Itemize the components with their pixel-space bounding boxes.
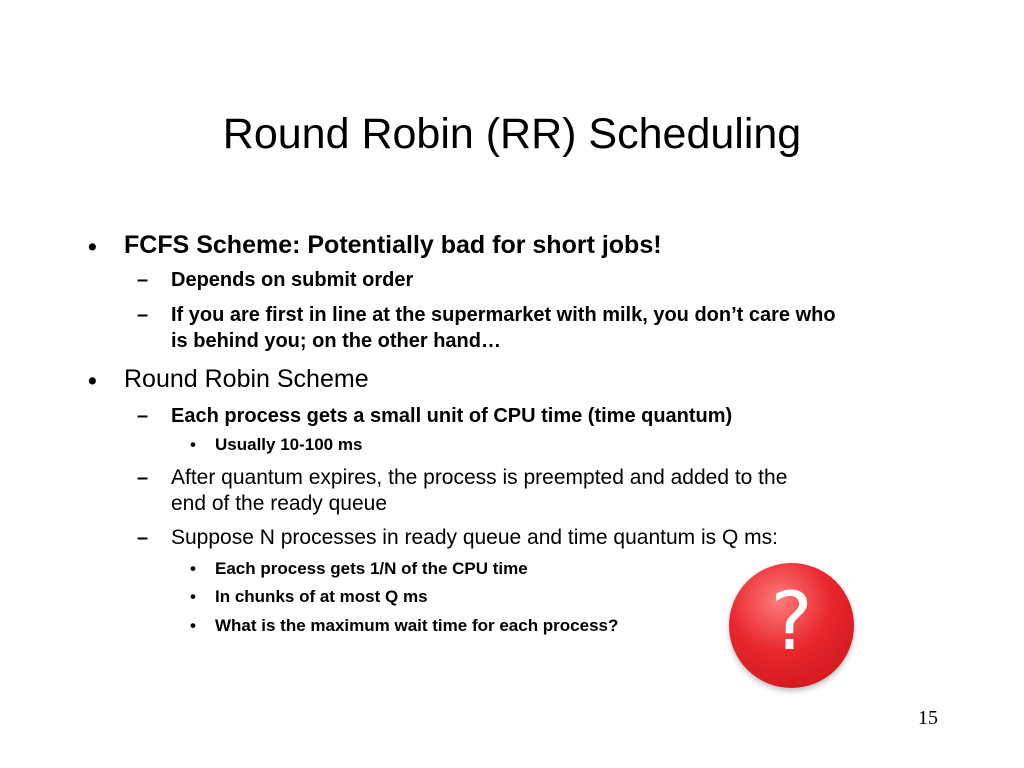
sub-bullet-supermarket-line1: If you are first in line at the supermarket with milk, you don’t care who	[171, 304, 836, 326]
sub-bullet-submit-order: Depends on submit order	[171, 269, 414, 291]
dash-marker: –	[137, 269, 149, 291]
question-mark-icon	[729, 563, 854, 688]
sub-bullet-time-quantum: Each process gets a small unit of CPU time (time quantum)	[171, 405, 733, 427]
question-mark-glyph: ?	[770, 575, 813, 668]
bullet-marker: •	[88, 233, 97, 261]
page-number: 15	[918, 707, 938, 729]
sub-sub-bullet-max-wait: What is the maximum wait time for each process?	[215, 616, 619, 635]
slide-title: Round Robin (RR) Scheduling	[222, 110, 802, 158]
bullet-fcfs-scheme: FCFS Scheme: Potentially bad for short jobs!	[124, 231, 662, 259]
sub-bullet-suppose-n: Suppose N processes in ready queue and time quantum is Q ms:	[171, 526, 778, 549]
dash-marker: –	[137, 304, 149, 326]
sub-sub-bullet-usually: Usually 10-100 ms	[215, 435, 363, 454]
sub-bullet-quantum-expires-line2: end of the ready queue	[171, 492, 388, 515]
bullet-marker: •	[190, 587, 196, 606]
sub-bullet-quantum-expires-line1: After quantum expires, the process is preempted and added to the	[171, 466, 788, 489]
bullet-round-robin-scheme: Round Robin Scheme	[124, 365, 369, 393]
sub-bullet-supermarket-line2: is behind you; on the other hand…	[171, 330, 501, 352]
bullet-marker: •	[190, 559, 196, 578]
dash-marker: –	[137, 405, 149, 427]
dash-marker: –	[137, 527, 149, 549]
bullet-marker: •	[190, 616, 196, 635]
sub-sub-bullet-chunks: In chunks of at most Q ms	[215, 587, 428, 606]
bullet-marker: •	[190, 435, 196, 454]
sub-sub-bullet-1-over-n: Each process gets 1/N of the CPU time	[215, 559, 528, 578]
bullet-marker: •	[88, 367, 97, 395]
dash-marker: –	[137, 467, 149, 489]
